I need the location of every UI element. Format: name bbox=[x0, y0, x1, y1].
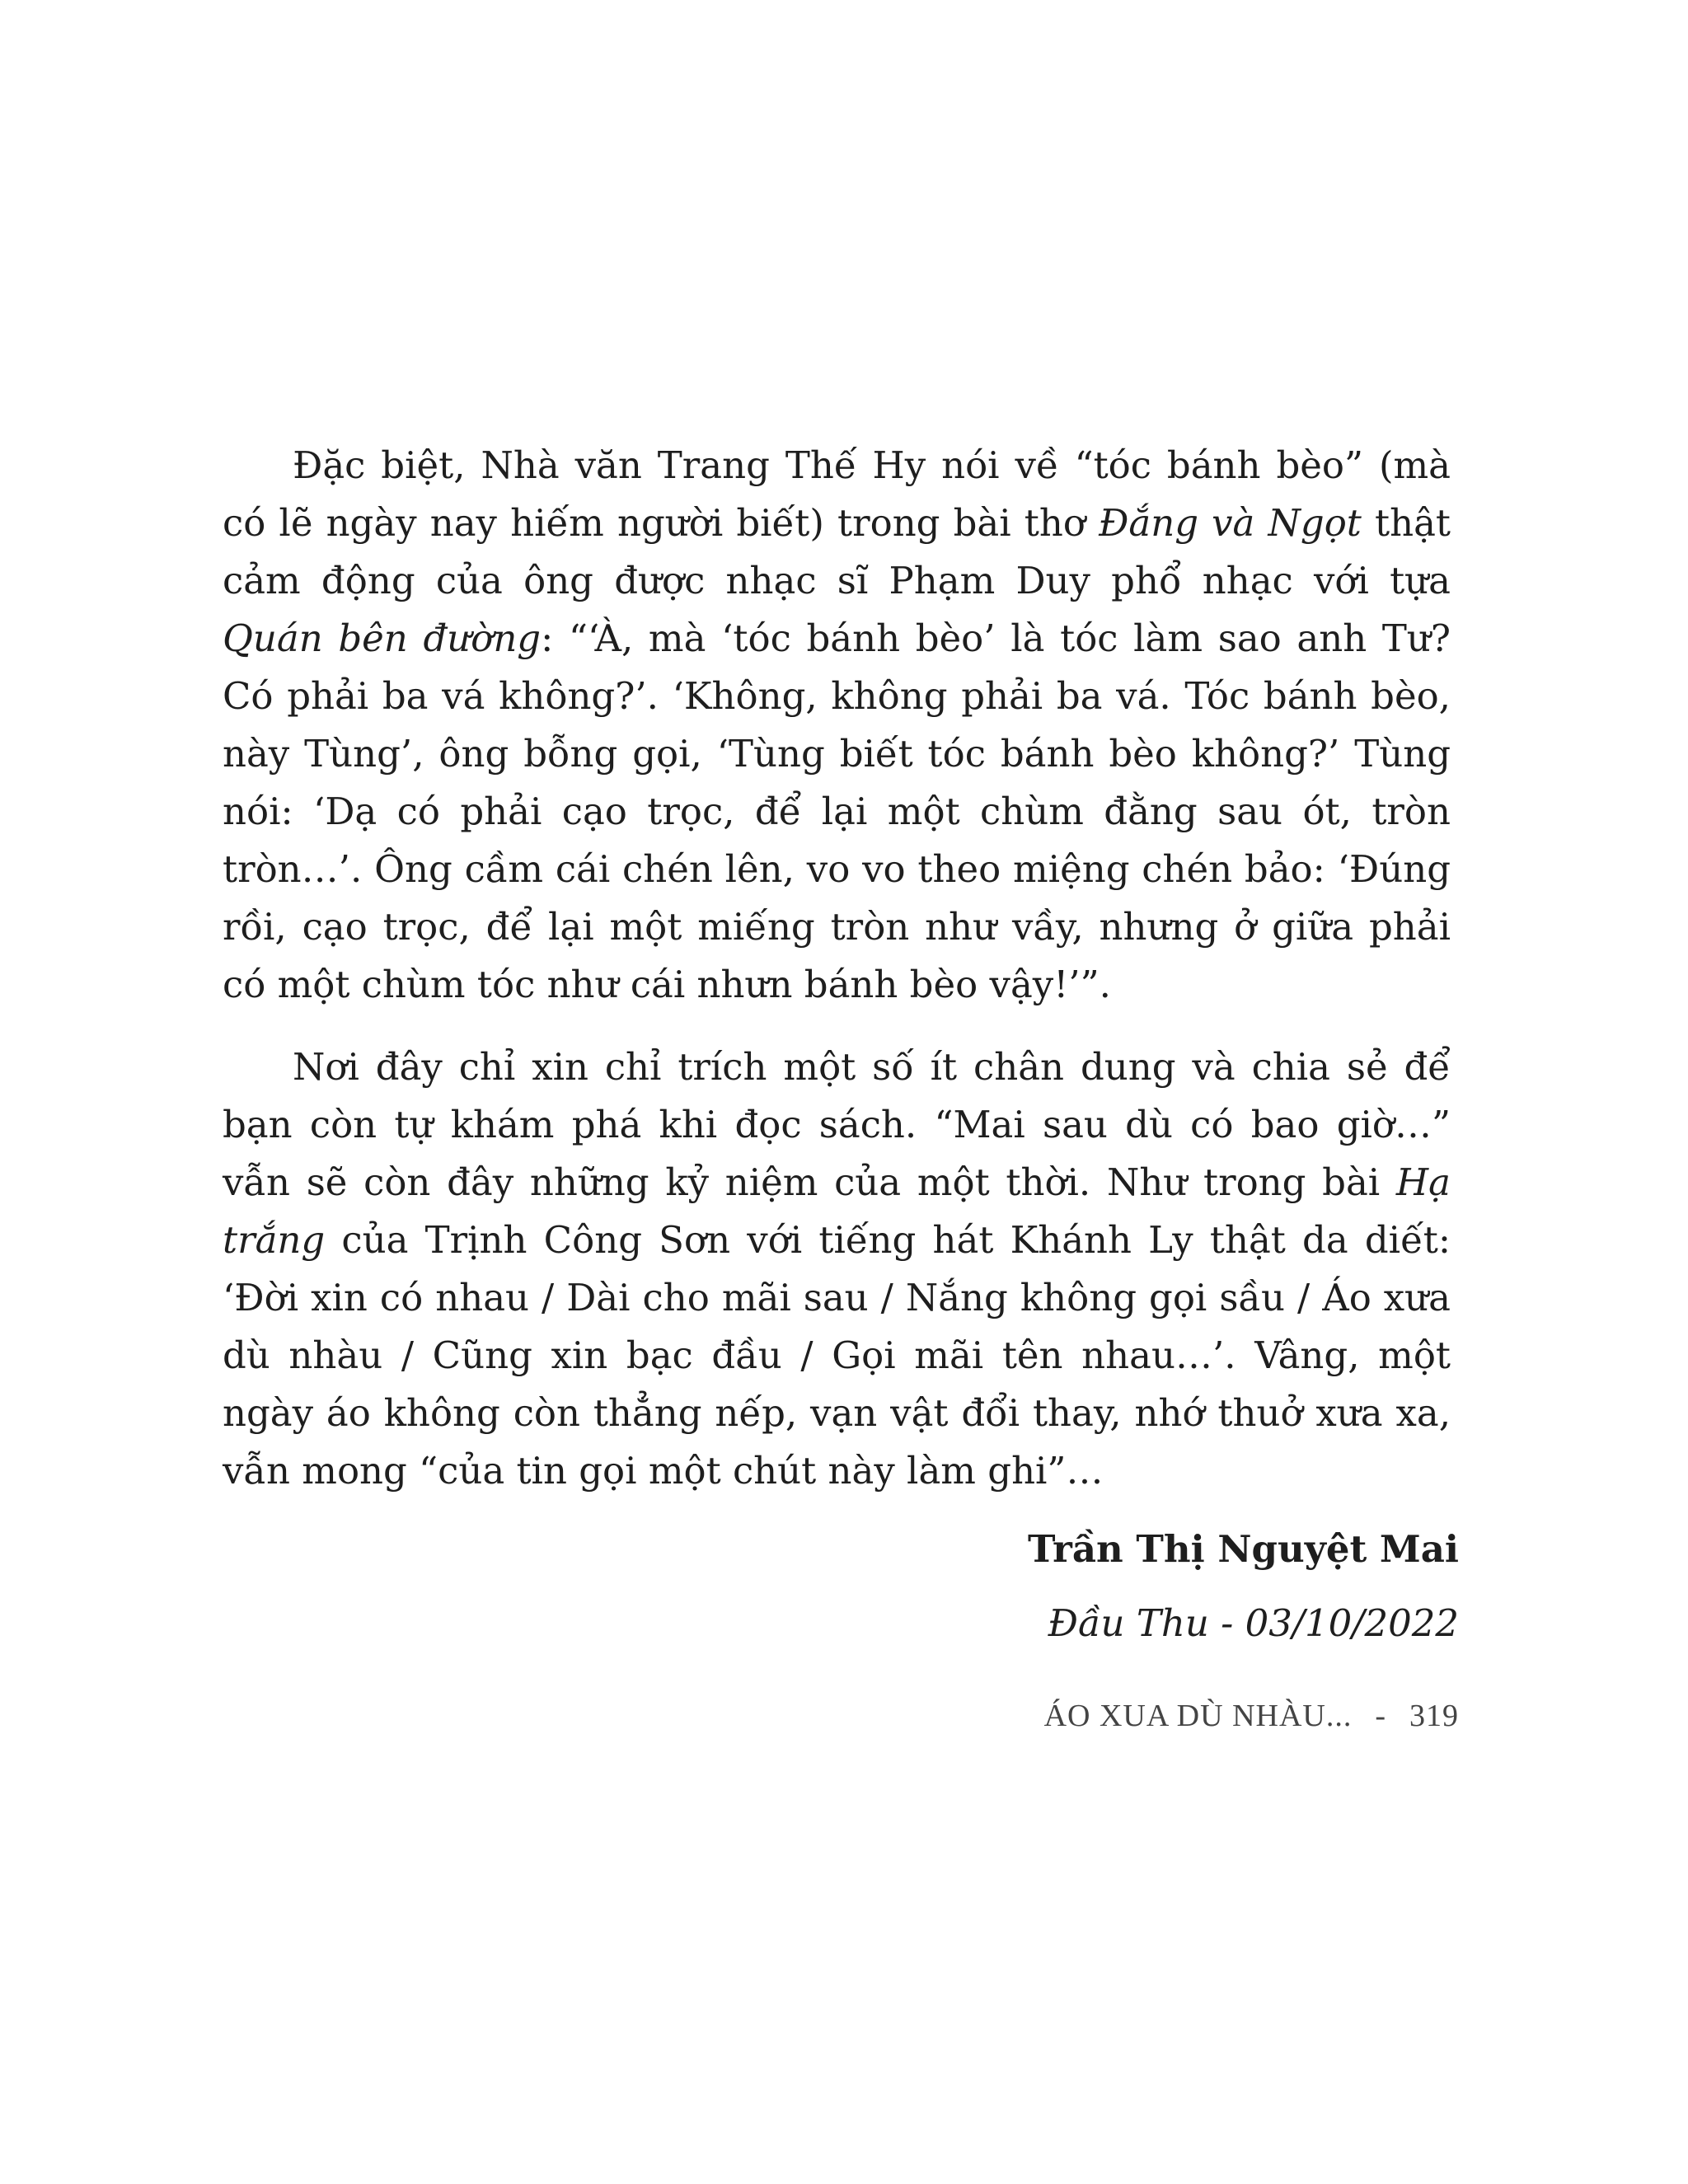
author-name: Trần Thị Nguyệt Mai bbox=[1027, 1527, 1459, 1571]
paragraph-2-text-a: Nơi đây chỉ xin chỉ trích một số ít chân dung và chia sẻ để bạn còn tự khám phá khi đọc sách. “Mai sau dù có bao giờ…” vẫn sẽ còn đây những kỷ niệm của một thời. Như trong bài bbox=[223, 1045, 1451, 1204]
footer-separator: - bbox=[1375, 1699, 1386, 1733]
paragraph-2-text-b: của Trịnh Công Sơn với tiếng hát Khánh Ly thật da diết: ‘Đời xin có nhau / Dài cho mãi sau / Nắng không gọi sầu / Áo xưa dù nhàu / Cũng xin bạc đầu / Gọi mãi tên nhau…’. Vâng, một ngày áo không còn thẳng nếp, vạn vật đổi thay, nhớ thuở xưa xa, vẫn mong “của tin gọi một chút này làm ghi”… bbox=[223, 1218, 1451, 1493]
paragraph-1-text-b: thật cảm động của ông được nhạc sĩ Phạm Duy phổ nhạc với tựa bbox=[223, 501, 1451, 602]
paragraph-1-text-c: : “‘À, mà ‘tóc bánh bèo’ là tóc làm sao anh Tư? Có phải ba vá không?’. ‘Không, không phải ba vá. Tóc bánh bèo, này Tùng’, ông bỗng gọi, ‘Tùng biết tóc bánh bèo không?’ Tùng nói: ‘Dạ có phải cạo trọc, để lại một chùm đằng sau ót, tròn tròn…’. Ông cầm cái chén lên, vo vo theo miệng chén bảo: ‘Đúng rồi, cạo trọc, để lại một miếng tròn như vầy, nhưng ở giữa phải có một chùm tóc như cái nhưn bánh bèo vậy!’”. bbox=[223, 616, 1451, 1006]
running-title: ÁO XUA DÙ NHÀU... bbox=[1043, 1699, 1353, 1733]
page-number: 319 bbox=[1409, 1699, 1459, 1733]
poem-title-dang-va-ngot: Đắng và Ngọt bbox=[1099, 501, 1362, 545]
page-footer bbox=[1044, 1698, 1459, 1734]
paragraph-1-text-a: Đặc biệt, Nhà văn Trang Thế Hy nói về “tóc bánh bèo” (mà có lẽ ngày nay hiếm người biết) trong bài thơ bbox=[223, 443, 1451, 545]
paragraph-1 bbox=[223, 437, 1451, 1014]
signature-date: Đầu Thu - 03/10/2022 bbox=[1048, 1601, 1459, 1645]
paragraph-2 bbox=[223, 1038, 1451, 1500]
song-title-ha-trang: Hạ trắng bbox=[223, 1160, 1451, 1262]
body-text bbox=[223, 437, 1451, 1500]
song-title-quan-ben-duong: Quán bên đường bbox=[223, 616, 542, 660]
signature-block bbox=[1028, 1521, 1459, 1652]
